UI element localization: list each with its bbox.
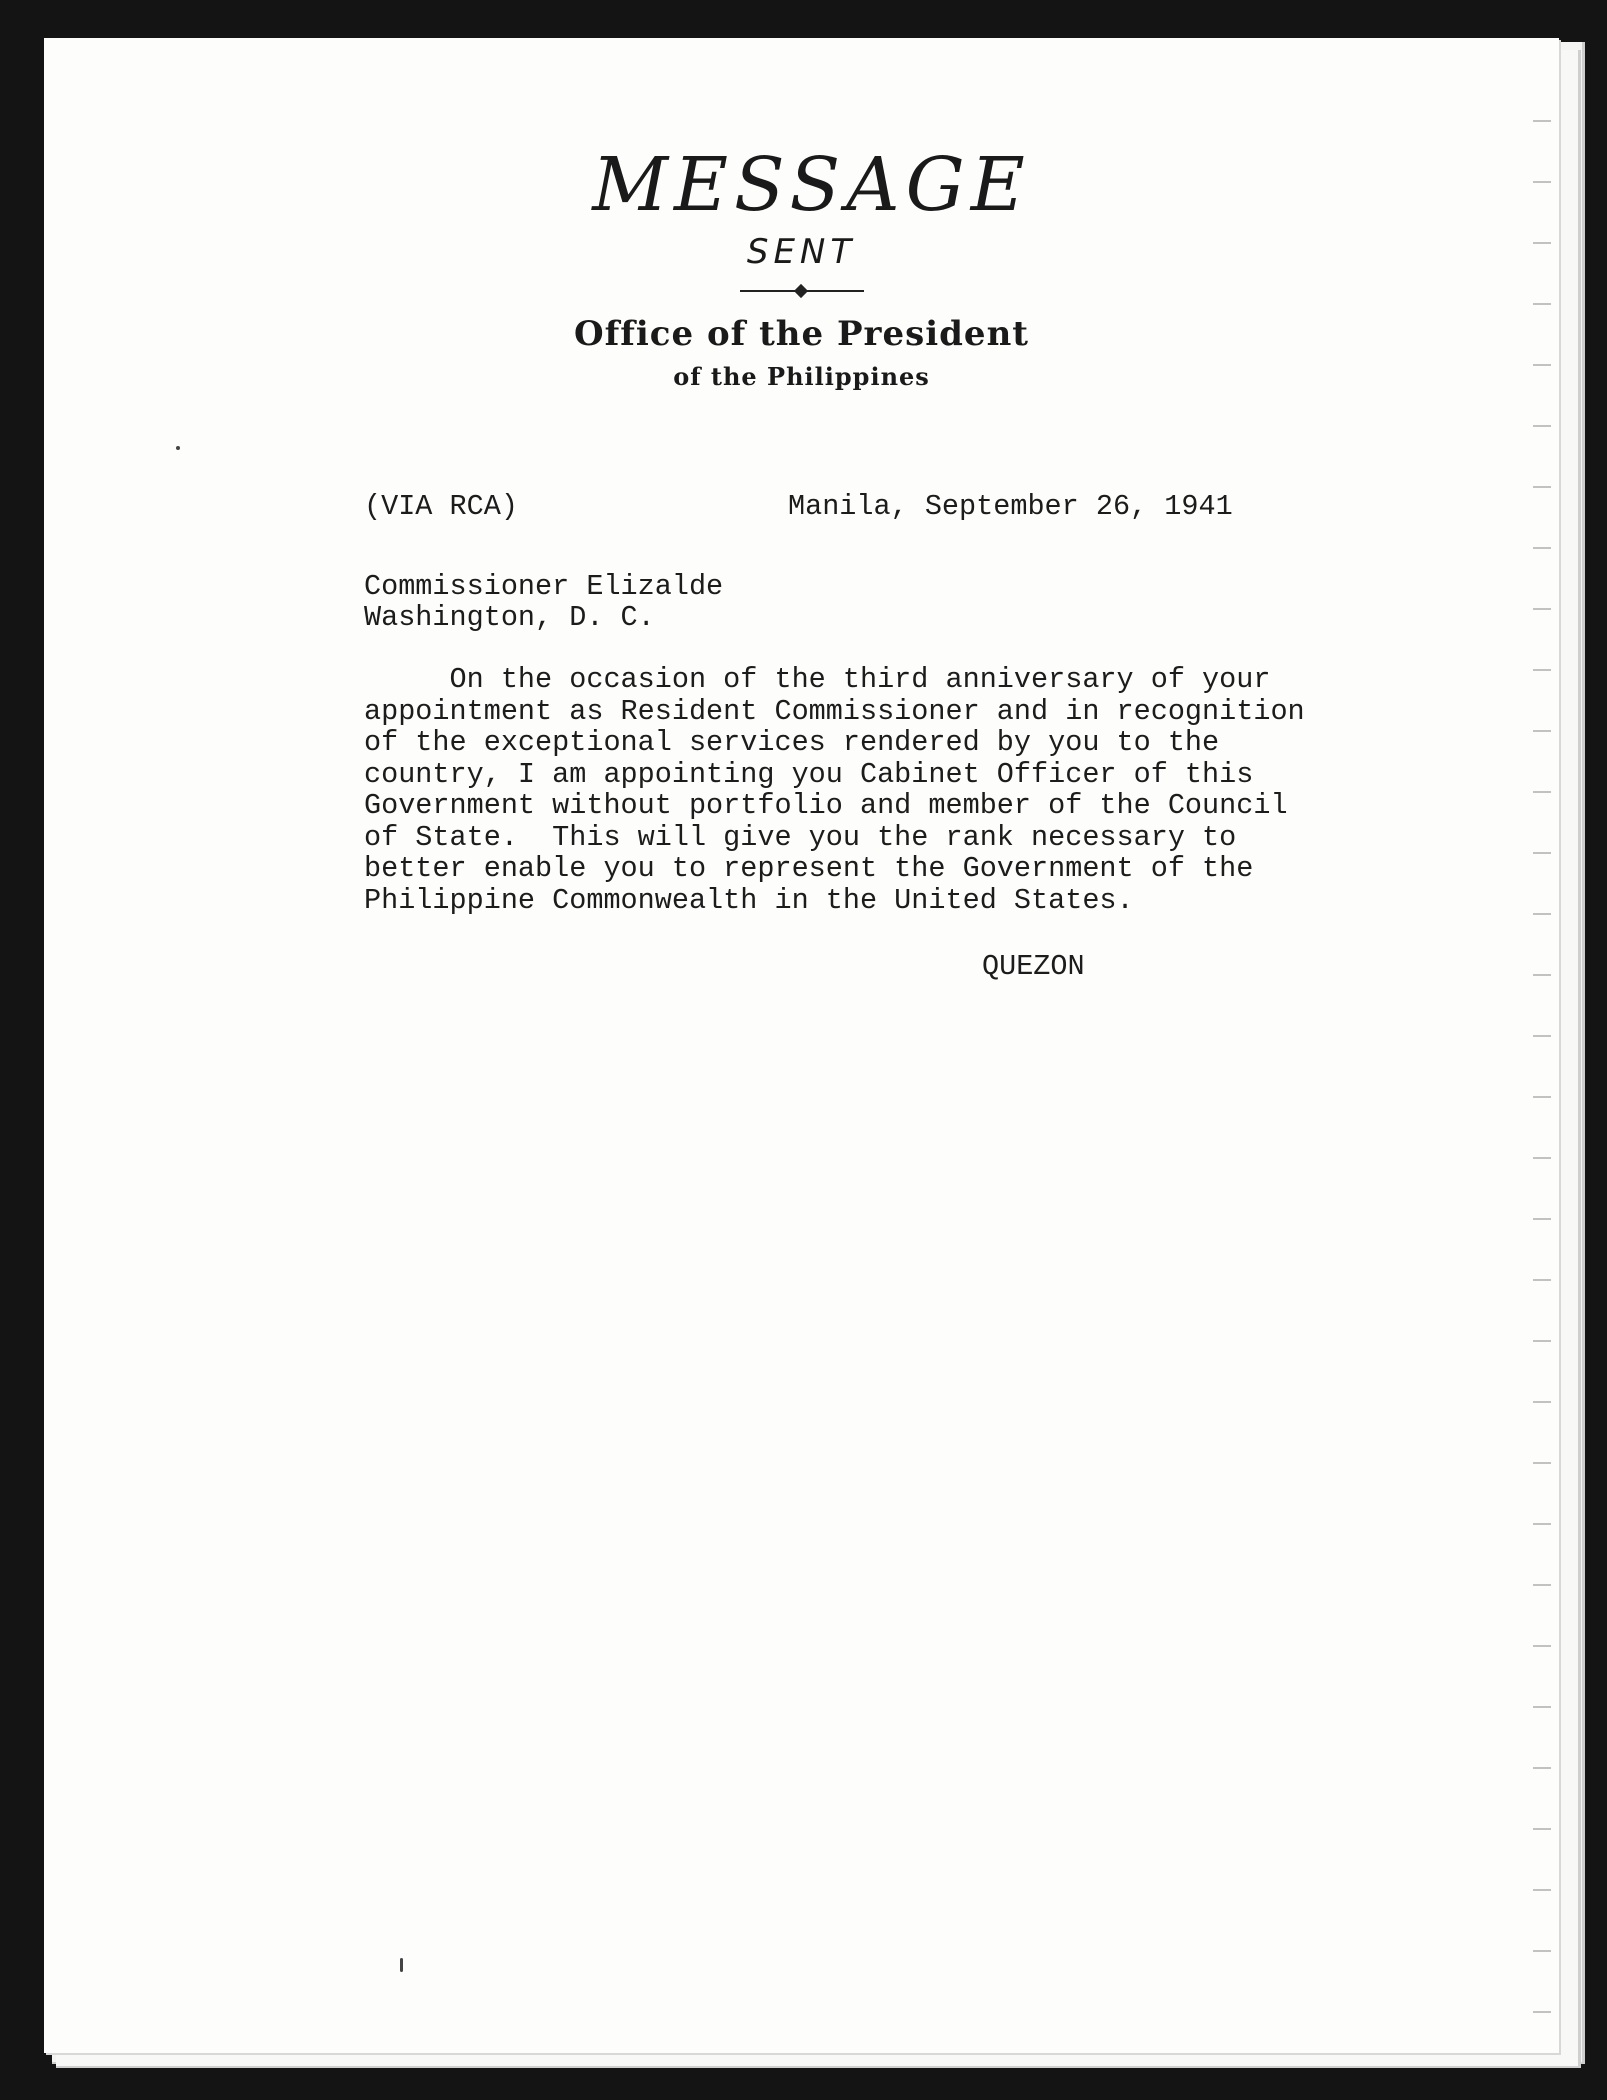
body-line: Government without portfolio and member of the Council xyxy=(364,789,1288,822)
letterhead-ornament-rule xyxy=(740,290,864,292)
dateline: Manila, September 26, 1941 xyxy=(788,490,1233,523)
transmission-via: (VIA RCA) xyxy=(364,490,518,523)
letterhead-country: of the Philippines xyxy=(673,362,930,391)
stacked-page-edges xyxy=(1533,98,1551,2058)
body-line: of the exceptional services rendered by you to the xyxy=(364,726,1220,759)
message-sheet xyxy=(44,38,1559,2053)
letterhead-subtitle: SENT xyxy=(746,232,857,272)
body-line: Philippine Commonwealth in the United States. xyxy=(364,883,1134,917)
letterhead-title: MESSAGE xyxy=(592,142,1031,228)
letterhead-office: Office of the President xyxy=(574,314,1029,354)
letterhead xyxy=(44,142,1559,391)
message-body xyxy=(364,664,1404,916)
body-line: better enable you to represent the Government of the xyxy=(364,852,1254,885)
body-line: appointment as Resident Commissioner and in recognition xyxy=(364,694,1305,728)
body-line: On the occasion of the third anniversary of your xyxy=(364,663,1271,696)
stray-ink-mark xyxy=(400,1958,403,1972)
signature: QUEZON xyxy=(982,950,1085,983)
body-line: of State. This will give you the rank necessary to xyxy=(364,820,1237,854)
body-line: country, I am appointing you Cabinet Officer of this xyxy=(364,757,1254,791)
addressee-name: Commissioner Elizalde xyxy=(364,570,724,603)
addressee-location: Washington, D. C. xyxy=(364,601,655,634)
stray-ink-mark xyxy=(176,446,180,450)
